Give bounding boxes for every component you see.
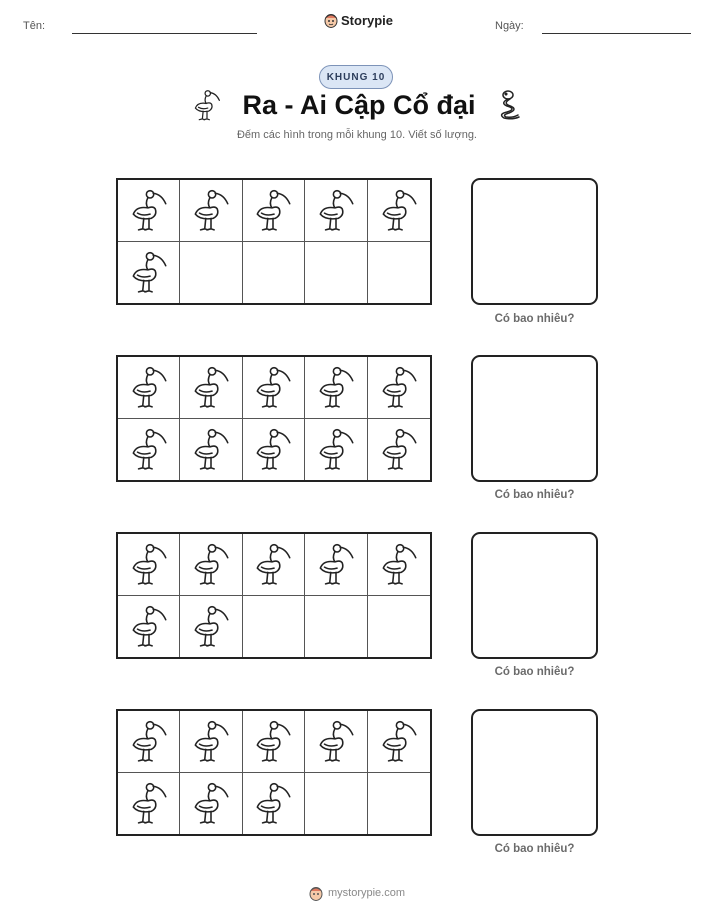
ibis-icon	[378, 426, 420, 472]
frame-cell	[368, 180, 430, 242]
storypie-mascot-icon	[324, 12, 338, 28]
footer	[0, 885, 714, 901]
ibis-icon	[128, 718, 170, 764]
ibis-icon	[378, 541, 420, 587]
ibis-icon	[128, 603, 170, 649]
frame-cell	[180, 180, 242, 242]
frame-cell	[305, 534, 367, 596]
answer-label: Có bao nhiêu?	[494, 313, 575, 325]
ibis-icon	[252, 426, 294, 472]
name-line[interactable]	[72, 33, 257, 34]
frame-cell	[180, 711, 242, 773]
ibis-icon	[252, 187, 294, 233]
ibis-icon	[190, 364, 232, 410]
frame-cell	[180, 419, 242, 481]
frame-cell	[368, 596, 430, 658]
frame-cell	[118, 773, 180, 835]
answer-box[interactable]	[471, 355, 598, 482]
answer-box[interactable]	[471, 709, 598, 836]
worksheet-badge: KHUNG 10	[319, 65, 393, 89]
frame-cell	[118, 419, 180, 481]
ibis-icon	[128, 187, 170, 233]
ibis-icon	[378, 187, 420, 233]
frame-cell	[243, 242, 305, 304]
frame-cell	[368, 711, 430, 773]
date-line[interactable]	[542, 33, 691, 34]
page-title: Ra - Ai Cập Cổ đại	[242, 89, 476, 120]
frame-cell	[305, 596, 367, 658]
ibis-icon	[190, 603, 232, 649]
ibis-icon	[315, 541, 357, 587]
frame-cell	[305, 242, 367, 304]
answer-label: Có bao nhiêu?	[494, 489, 575, 501]
frame-cell	[305, 357, 367, 419]
frame-cell	[368, 773, 430, 835]
frame-cell	[243, 711, 305, 773]
frame-cell	[243, 357, 305, 419]
frame-cell	[305, 711, 367, 773]
ibis-icon	[190, 426, 232, 472]
frame-cell	[243, 596, 305, 658]
ibis-icon	[252, 541, 294, 587]
ibis-icon	[252, 718, 294, 764]
frame-cell	[243, 534, 305, 596]
frame-cell	[305, 180, 367, 242]
frame-cell	[118, 534, 180, 596]
ibis-icon	[190, 187, 232, 233]
ibis-icon	[128, 541, 170, 587]
frame-cell	[118, 180, 180, 242]
ibis-icon	[128, 249, 170, 295]
frame-cell	[118, 596, 180, 658]
frame-cell	[243, 180, 305, 242]
frame-cell	[368, 357, 430, 419]
title-row	[0, 88, 714, 122]
frame-cell	[118, 357, 180, 419]
brand-logo	[324, 12, 393, 28]
date-label: Ngày:	[495, 20, 524, 32]
answer-label: Có bao nhiêu?	[494, 843, 575, 855]
ibis-icon	[128, 364, 170, 410]
ibis-icon	[378, 364, 420, 410]
ten-frame	[116, 709, 432, 836]
frame-cell	[368, 242, 430, 304]
footer-url: mystorypie.com	[327, 887, 406, 899]
answer-label: Có bao nhiêu?	[494, 666, 575, 678]
ibis-icon	[190, 780, 232, 826]
ibis-icon	[315, 426, 357, 472]
ibis-icon	[378, 718, 420, 764]
ibis-icon	[315, 718, 357, 764]
ibis-icon	[190, 718, 232, 764]
ibis-icon	[252, 780, 294, 826]
frame-cell	[368, 419, 430, 481]
ibis-icon	[252, 364, 294, 410]
ibis-icon	[190, 541, 232, 587]
ibis-icon	[315, 187, 357, 233]
frame-cell	[243, 419, 305, 481]
brand-name: Storypie	[341, 12, 394, 28]
frame-cell	[180, 773, 242, 835]
frame-cell	[180, 242, 242, 304]
ibis-icon	[128, 780, 170, 826]
storypie-mascot-icon	[309, 885, 323, 901]
ten-frame	[116, 355, 432, 482]
ibis-icon	[128, 426, 170, 472]
frame-cell	[118, 711, 180, 773]
ten-frame	[116, 178, 432, 305]
frame-cell	[180, 534, 242, 596]
frame-cell	[305, 419, 367, 481]
answer-box[interactable]	[471, 178, 598, 305]
name-label: Tên:	[23, 20, 46, 32]
frame-cell	[368, 534, 430, 596]
frame-cell	[118, 242, 180, 304]
instructions: Đếm các hình trong mỗi khung 10. Viết số lượng.	[236, 129, 477, 141]
ibis-icon	[190, 88, 224, 122]
ibis-icon	[315, 364, 357, 410]
frame-cell	[243, 773, 305, 835]
cobra-icon	[494, 89, 524, 121]
answer-box[interactable]	[471, 532, 598, 659]
frame-cell	[180, 596, 242, 658]
ten-frame	[116, 532, 432, 659]
frame-cell	[305, 773, 367, 835]
frame-cell	[180, 357, 242, 419]
